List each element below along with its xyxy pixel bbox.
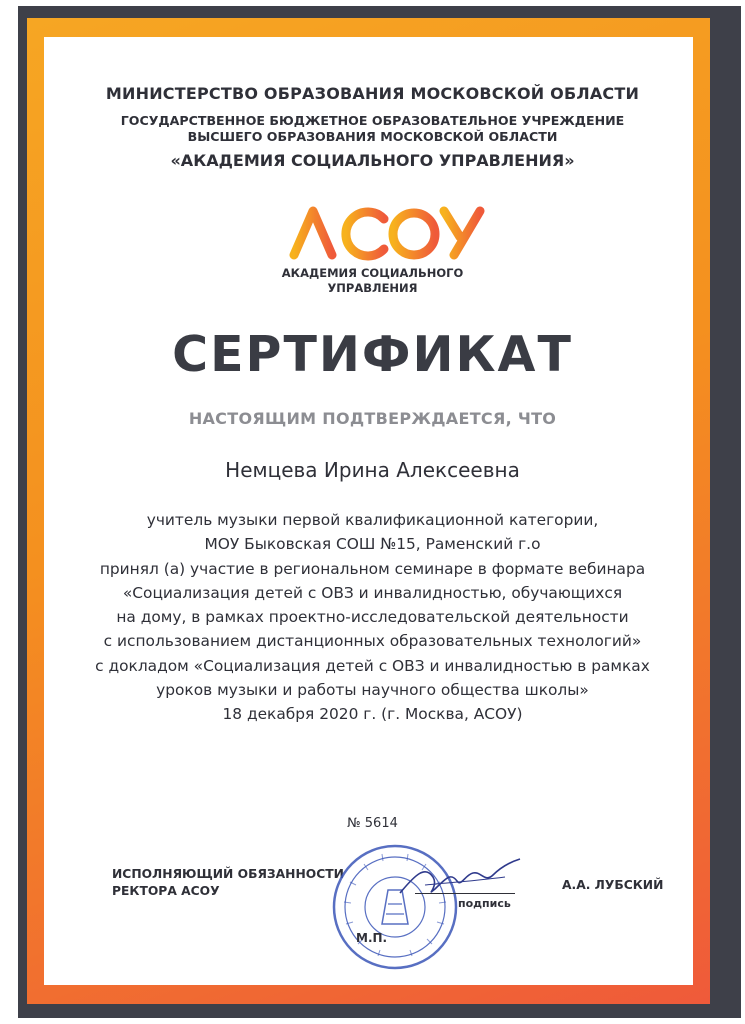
signatory-position xyxy=(112,866,344,900)
signatory-name: А.А. ЛУБСКИЙ xyxy=(562,878,664,892)
body-line: с использованием дистанционных образовательных технологий» xyxy=(103,632,642,651)
body-line: «Социализация детей с ОВЗ и инвалидностью, обучающихся xyxy=(122,583,623,602)
body-line: МОУ Быковская СОШ №15, Раменский г.о xyxy=(204,535,541,554)
body-line: с докладом «Социализация детей с ОВЗ и инвалидностью в рамках xyxy=(95,656,650,675)
position-line-1: ИСПОЛНЯЮЩИЙ ОБЯЗАННОСТИ xyxy=(112,867,344,881)
ministry-heading: МИНИСТЕРСТВО ОБРАЗОВАНИЯ МОСКОВСКОЙ ОБЛАСТИ xyxy=(105,84,640,103)
logo-subtitle-line-2: УПРАВЛЕНИЯ xyxy=(327,281,418,295)
body-line: принял (а) участие в региональном семинаре в формате вебинара xyxy=(99,559,646,578)
institution-line-2: ВЫСШЕГО ОБРАЗОВАНИЯ МОСКОВСКОЙ ОБЛАСТИ xyxy=(187,129,558,144)
recipient-name: Немцева Ирина Алексеевна xyxy=(225,458,520,482)
certificate-number: № 5614 xyxy=(347,816,398,831)
position-line-2: РЕКТОРА АСОУ xyxy=(112,884,220,898)
logo-subtitle xyxy=(0,266,745,296)
certificate-body xyxy=(0,508,745,727)
body-line: на дому, в рамках проектно-исследовательской деятельности xyxy=(116,608,629,627)
academy-heading: «АКАДЕМИЯ СОЦИАЛЬНОГО УПРАВЛЕНИЯ» xyxy=(170,151,575,170)
seal-label: М.П. xyxy=(356,931,388,945)
signature-line xyxy=(415,893,515,894)
logo-subtitle-line-1: АКАДЕМИЯ СОЦИАЛЬНОГО xyxy=(281,266,464,280)
confirm-text: НАСТОЯЩИМ ПОДТВЕРЖДАЕТСЯ, ЧТО xyxy=(188,409,557,428)
body-line: учитель музыки первой квалификационной категории, xyxy=(146,511,599,529)
asou-logo-icon xyxy=(288,203,488,261)
institution-line-1: ГОСУДАРСТВЕННОЕ БЮДЖЕТНОЕ ОБРАЗОВАТЕЛЬНОЕ УЧРЕЖДЕНИЕ xyxy=(120,113,625,128)
body-line: 18 декабря 2020 г. (г. Москва, АСОУ) xyxy=(222,705,523,724)
signature-caption: подпись xyxy=(458,897,511,910)
institution-heading xyxy=(0,113,745,145)
certificate-title: СЕРТИФИКАТ xyxy=(172,326,573,383)
body-line: уроков музыки и работы научного общества школы» xyxy=(156,681,589,700)
